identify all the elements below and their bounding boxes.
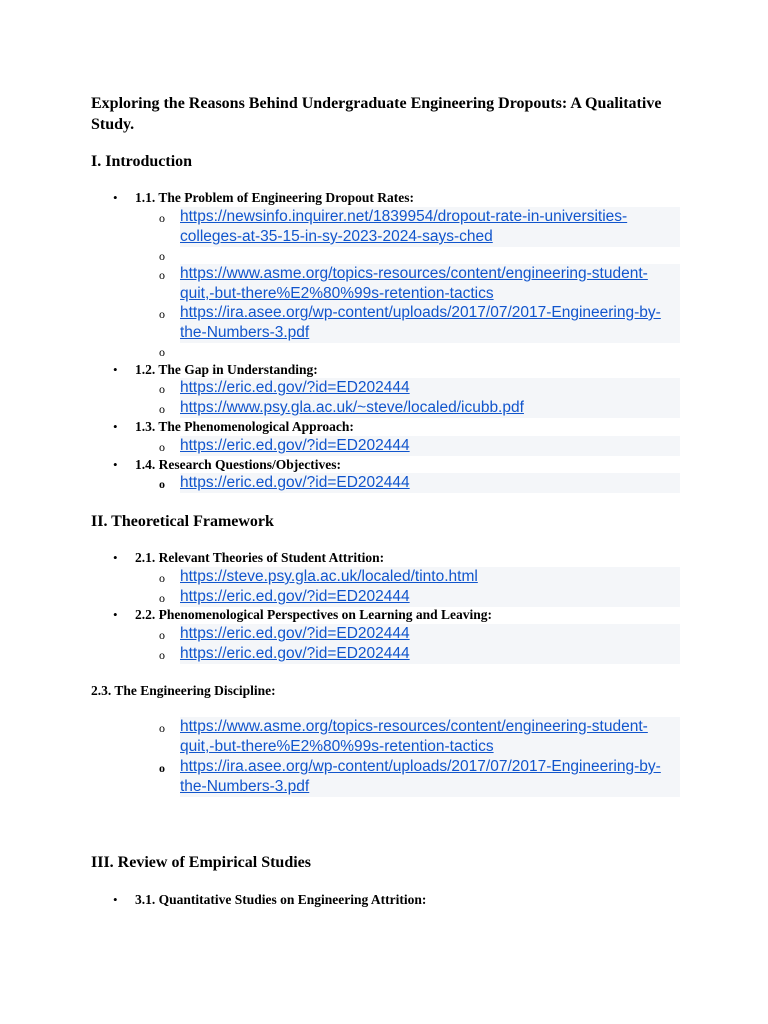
sub-marker: o: [159, 211, 165, 225]
sub-marker: o: [159, 268, 165, 282]
bullet-marker: •: [113, 362, 118, 377]
list-item-1-4: 1.4. Research Questions/Objectives:: [135, 457, 341, 472]
section-heading-review: III. Review of Empirical Studies: [91, 854, 311, 871]
list-item-1-2: 1.2. The Gap in Understanding:: [135, 362, 318, 377]
sub-marker: o: [159, 761, 165, 775]
list-item-2-3: 2.3. The Engineering Discipline:: [91, 683, 276, 698]
bullet-marker: •: [113, 607, 118, 622]
link-inquirer[interactable]: https://newsinfo.inquirer.net/1839954/dropout-rate-in-universities-colleges-at-35-15-in-sy-2023-2024-says-ched: [180, 207, 680, 247]
sub-marker: o: [159, 307, 165, 321]
link-asee[interactable]: https://ira.asee.org/wp-content/uploads/2017/07/2017-Engineering-by-the-Numbers-3.pdf: [180, 303, 680, 343]
link-eric[interactable]: https://eric.ed.gov/?id=ED202444: [180, 624, 680, 644]
sub-marker: o: [159, 571, 165, 585]
link-asme[interactable]: https://www.asme.org/topics-resources/content/engineering-student-quit,-but-there%E2%80%99s-retention-tactics: [180, 264, 680, 304]
link-eric[interactable]: https://eric.ed.gov/?id=ED202444: [180, 378, 680, 398]
sub-marker: o: [159, 591, 165, 605]
link-eric[interactable]: https://eric.ed.gov/?id=ED202444: [180, 587, 680, 607]
link-eric[interactable]: https://eric.ed.gov/?id=ED202444: [180, 644, 680, 664]
bullet-marker: •: [113, 457, 118, 472]
bullet-marker: •: [113, 419, 118, 434]
list-item-1-1: 1.1. The Problem of Engineering Dropout Rates:: [135, 190, 414, 205]
link-asee[interactable]: https://ira.asee.org/wp-content/uploads/2017/07/2017-Engineering-by-the-Numbers-3.pdf: [180, 757, 680, 797]
sub-marker-empty: o: [159, 345, 165, 359]
list-item-1-3: 1.3. The Phenomenological Approach:: [135, 419, 354, 434]
link-eric[interactable]: https://eric.ed.gov/?id=ED202444: [180, 436, 680, 456]
sub-marker: o: [159, 628, 165, 642]
sub-marker: o: [159, 477, 165, 491]
link-asme[interactable]: https://www.asme.org/topics-resources/content/engineering-student-quit,-but-there%E2%80%99s-retention-tactics: [180, 717, 680, 757]
document-title: Exploring the Reasons Behind Undergraduate Engineering Dropouts: A Qualitative Study.: [91, 95, 662, 133]
list-item-2-2: 2.2. Phenomenological Perspectives on Learning and Leaving:: [135, 607, 492, 622]
link-tinto[interactable]: https://steve.psy.gla.ac.uk/localed/tinto.html: [180, 567, 680, 587]
bullet-marker: •: [113, 190, 118, 205]
list-item-3-1: 3.1. Quantitative Studies on Engineering Attrition:: [135, 892, 427, 907]
sub-marker: o: [159, 648, 165, 662]
list-item-2-1: 2.1. Relevant Theories of Student Attrition:: [135, 550, 385, 565]
section-heading-introduction: I. Introduction: [91, 153, 193, 170]
sub-marker: o: [159, 440, 165, 454]
sub-marker: o: [159, 721, 165, 735]
sub-marker: o: [159, 382, 165, 396]
sub-marker: o: [159, 402, 165, 416]
bullet-marker: •: [113, 550, 118, 565]
sub-marker-empty: o: [159, 249, 165, 263]
link-psy-gla[interactable]: https://www.psy.gla.ac.uk/~steve/localed/icubb.pdf: [180, 398, 680, 418]
section-heading-theoretical-framework: II. Theoretical Framework: [91, 513, 274, 530]
bullet-marker: •: [113, 892, 118, 907]
link-eric[interactable]: https://eric.ed.gov/?id=ED202444: [180, 473, 680, 493]
